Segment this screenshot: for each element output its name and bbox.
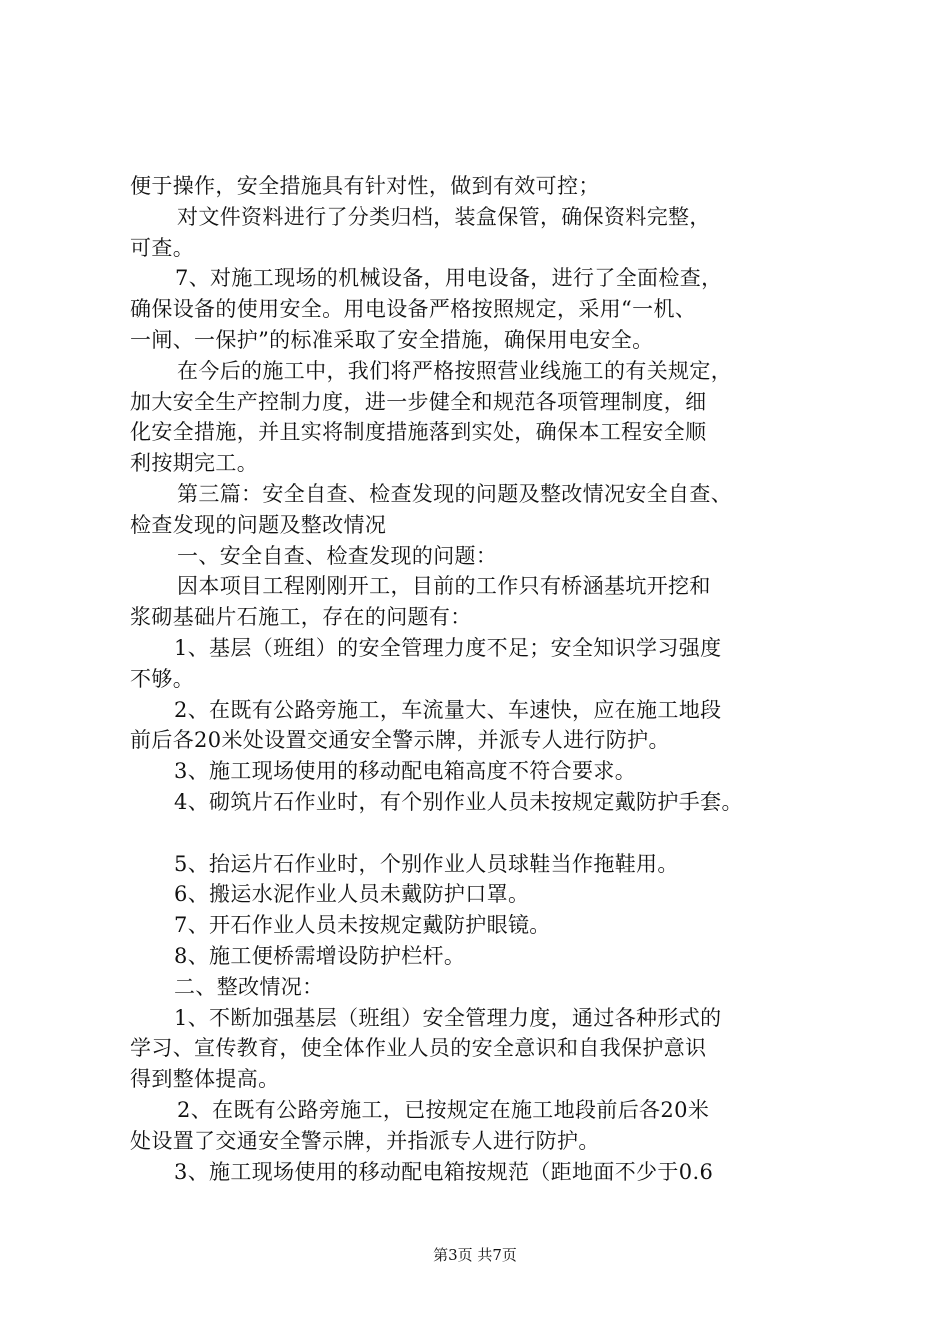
- subheading: 二、整改情况：: [174, 974, 324, 999]
- list-item: 4、砌筑片石作业时，有个别作业人员未按规定戴防护手套。: [174, 789, 743, 814]
- text-line: 浆砌基础片石施工，存在的问题有：: [130, 605, 472, 630]
- list-item: 2、在既有公路旁施工，已按规定在施工地段前后各20米: [177, 1097, 710, 1122]
- text-line: 7、对施工现场的机械设备，用电设备，进行了全面检查，: [175, 266, 723, 291]
- text-line: 在今后的施工中，我们将严格按照营业线施工的有关规定，: [177, 358, 733, 383]
- list-item-continued: 前后各20米处设置交通安全警示牌，并派专人进行防护。: [130, 728, 670, 753]
- section-heading: 第三篇：安全自查、检查发现的问题及整改情况安全自查、: [177, 481, 733, 506]
- list-item: 3、施工现场使用的移动配电箱高度不符合要求。: [174, 759, 637, 784]
- text-line: 一闸、一保护”的标准采取了安全措施，确保用电安全。: [130, 327, 654, 352]
- text-line: 因本项目工程刚刚开工，目前的工作只有桥涵基坑开挖和: [177, 574, 711, 599]
- list-item-continued: 处设置了交通安全警示牌，并指派专人进行防护。: [130, 1128, 600, 1153]
- section-heading-continued: 检查发现的问题及整改情况: [130, 512, 387, 537]
- list-item: 2、在既有公路旁施工，车流量大、车速快，应在施工地段: [174, 697, 722, 722]
- document-body: [130, 171, 850, 1187]
- list-item: 3、施工现场使用的移动配电箱按规范（距地面不少于0.6: [174, 1159, 714, 1184]
- list-item: 6、搬运水泥作业人员未戴防护口罩。: [174, 882, 530, 907]
- list-item: 1、基层（班组）的安全管理力度不足；安全知识学习强度: [174, 635, 722, 660]
- list-item: 5、抬运片石作业时，个别作业人员球鞋当作拖鞋用。: [174, 851, 679, 876]
- text-line: 可查。: [130, 235, 195, 260]
- list-item: 8、施工便桥需增设防护栏杆。: [174, 943, 466, 968]
- page-footer: 第3页 共7页: [433, 1246, 517, 1264]
- list-item: 1、不断加强基层（班组）安全管理力度，通过各种形式的: [174, 1005, 722, 1030]
- list-item: 7、开石作业人员未按规定戴防护眼镜。: [174, 913, 551, 938]
- text-line: 确保设备的使用安全。用电设备严格按照规定，采用“一机、: [130, 297, 697, 322]
- text-line: 对文件资料进行了分类归档，装盒保管，确保资料完整，: [177, 204, 711, 229]
- blank-line: [130, 818, 850, 849]
- list-item-continued: 得到整体提高。: [130, 1067, 280, 1092]
- list-item-continued: 学习、宣传教育，使全体作业人员的安全意识和自我保护意识: [130, 1036, 707, 1061]
- text-line: 便于操作，安全措施具有针对性，做到有效可控；: [130, 174, 600, 198]
- text-line: 加大安全生产控制力度，进一步健全和规范各项管理制度，细: [130, 389, 707, 414]
- list-item-continued: 不够。: [130, 666, 195, 691]
- text-line: 化安全措施，并且实将制度措施落到实处，确保本工程安全顺: [130, 420, 707, 445]
- subheading: 一、安全自查、检查发现的问题：: [177, 543, 498, 568]
- text-line: 利按期完工。: [130, 451, 259, 476]
